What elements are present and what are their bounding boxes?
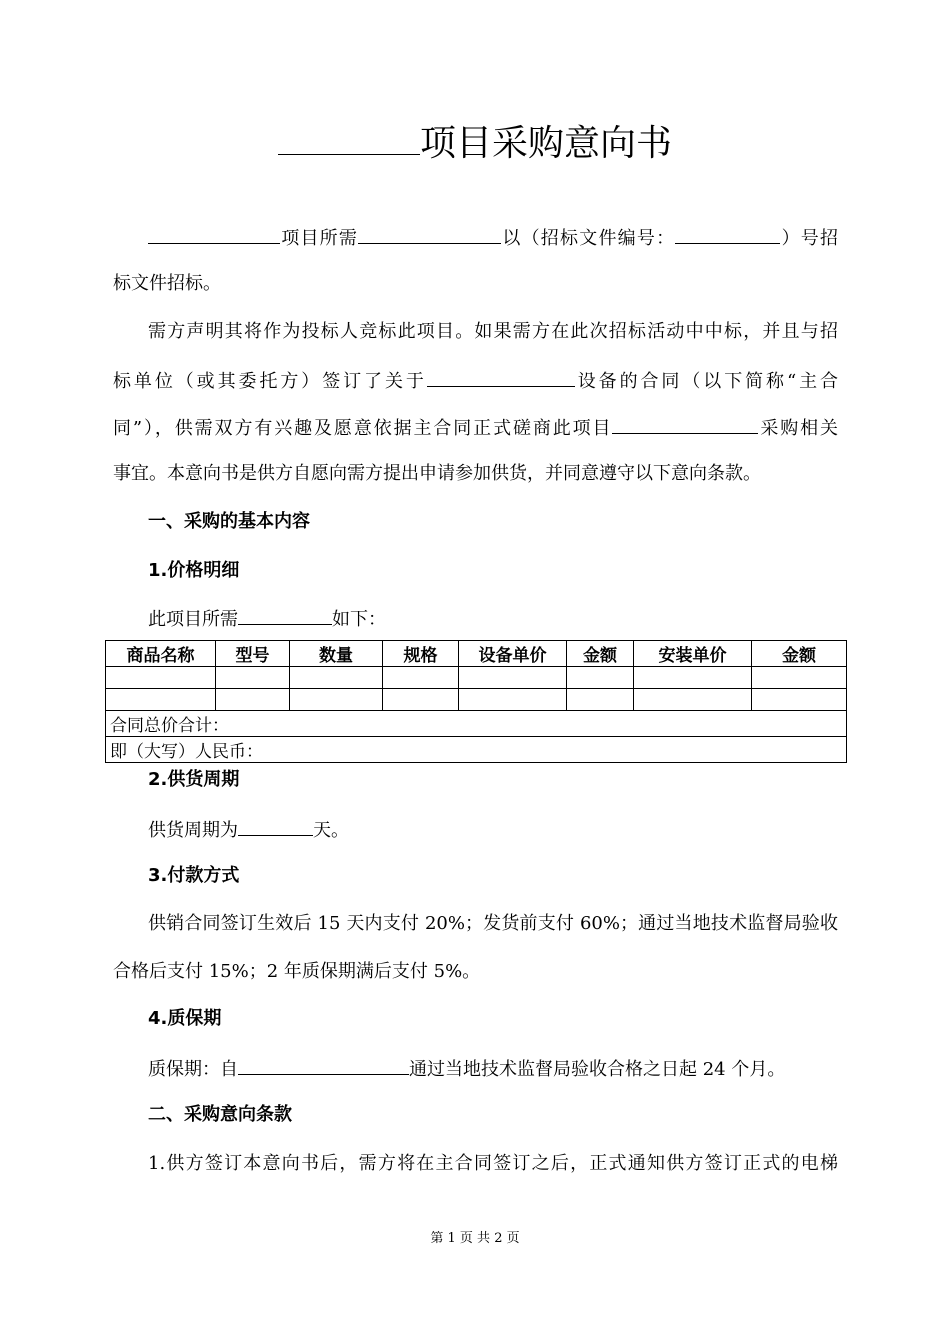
page-footer: 第 1 页 共 2 页 bbox=[430, 1231, 520, 1246]
sub4-text-b: 通过当地技术监督局验收合格之日起 24 个月。 bbox=[409, 1058, 786, 1080]
sub2-text-a: 供货周期为 bbox=[148, 819, 238, 841]
para2-line-1: 需方声明其将作为投标人竞标此项目。如果需方在此次招标活动中中标，并且与招 bbox=[148, 321, 838, 342]
sub1-text-b: 如下： bbox=[332, 608, 386, 630]
sub2-heading: 2.供货周期 bbox=[148, 769, 240, 790]
blank bbox=[675, 224, 780, 244]
table-cell[interactable] bbox=[106, 689, 216, 711]
sub3-line-1: 供销合同签订生效后 15 天内支付 20%；发货前支付 60%；通过当地技术监督局验收 bbox=[148, 913, 838, 934]
intro-line-2: 标文件招标。 bbox=[113, 273, 221, 294]
header-cell: 商品名称 bbox=[106, 641, 216, 667]
header-cell: 数量 bbox=[290, 641, 383, 667]
table-cell[interactable] bbox=[634, 667, 752, 689]
sub3-heading: 3.付款方式 bbox=[148, 865, 240, 886]
table-cell[interactable] bbox=[383, 667, 459, 689]
table-row bbox=[106, 667, 847, 689]
blank bbox=[238, 1055, 409, 1075]
header-cell: 设备单价 bbox=[459, 641, 567, 667]
para2-text: 同”），供需双方有兴趣及愿意依据主合同正式磋商此项目 bbox=[113, 417, 613, 439]
sub4-text bbox=[148, 1055, 838, 1083]
capital-row bbox=[106, 737, 847, 763]
table-cell[interactable] bbox=[459, 667, 567, 689]
table-cell[interactable] bbox=[216, 689, 290, 711]
table-cell[interactable] bbox=[752, 667, 847, 689]
sub2-text-b: 天。 bbox=[313, 819, 349, 841]
table-cell[interactable] bbox=[383, 689, 459, 711]
header-cell: 金额 bbox=[752, 641, 847, 667]
table-row bbox=[106, 689, 847, 711]
total-label: 合同总价合计： bbox=[106, 711, 847, 737]
section2-line-1: 1.供方签订本意向书后，需方将在主合同签订之后，正式通知供方签订正式的电梯 bbox=[148, 1153, 838, 1174]
blank bbox=[238, 605, 332, 625]
header-cell: 型号 bbox=[216, 641, 290, 667]
blank bbox=[427, 367, 575, 387]
intro-line-1 bbox=[148, 224, 838, 252]
section2-heading: 二、采购意向条款 bbox=[148, 1104, 292, 1125]
blank bbox=[358, 224, 501, 244]
table-cell[interactable] bbox=[290, 667, 383, 689]
para2-text: 设备的合同（以下简称“主合 bbox=[574, 370, 839, 392]
header-cell: 安装单价 bbox=[634, 641, 752, 667]
table-cell[interactable] bbox=[216, 667, 290, 689]
table-header-row bbox=[106, 641, 847, 667]
table-cell[interactable] bbox=[567, 689, 634, 711]
intro-text-a: 项目所需 bbox=[280, 227, 359, 249]
section1-heading: 一、采购的基本内容 bbox=[148, 511, 310, 532]
table-cell[interactable] bbox=[459, 689, 567, 711]
header-cell: 规格 bbox=[383, 641, 459, 667]
title-blank bbox=[278, 116, 420, 155]
sub3-line-2: 合格后支付 15%；2 年质保期满后支付 5%。 bbox=[113, 961, 481, 982]
table-cell[interactable] bbox=[290, 689, 383, 711]
sub4-heading: 4.质保期 bbox=[148, 1008, 222, 1029]
total-row bbox=[106, 711, 847, 737]
table-cell[interactable] bbox=[634, 689, 752, 711]
sub2-text bbox=[148, 816, 838, 844]
para2-line-4: 事宜。本意向书是供方自愿向需方提出申请参加供货，并同意遵守以下意向条款。 bbox=[113, 463, 761, 484]
sub1-heading: 1.价格明细 bbox=[148, 560, 240, 581]
blank bbox=[612, 414, 758, 434]
intro-text-b: 以（招标文件编号： bbox=[501, 227, 676, 249]
table-cell[interactable] bbox=[106, 667, 216, 689]
para2-line-2 bbox=[113, 367, 838, 395]
para2-line-3 bbox=[113, 414, 838, 442]
capital-label: 即（大写）人民币： bbox=[106, 737, 847, 763]
para2-text: 标单位（或其委托方）签订了关于 bbox=[113, 370, 427, 392]
title-text: 项目采购意向书 bbox=[419, 122, 672, 164]
para2-text: 采购相关 bbox=[758, 417, 839, 439]
price-table bbox=[105, 640, 847, 763]
page-title bbox=[0, 116, 950, 168]
blank bbox=[238, 816, 313, 836]
table-cell[interactable] bbox=[752, 689, 847, 711]
sub1-text bbox=[148, 605, 838, 633]
sub4-text-a: 质保期：自 bbox=[148, 1058, 238, 1080]
table-cell[interactable] bbox=[567, 667, 634, 689]
blank bbox=[148, 224, 280, 244]
sub1-text-a: 此项目所需 bbox=[148, 608, 238, 630]
header-cell: 金额 bbox=[567, 641, 634, 667]
intro-text-c: ）号招 bbox=[780, 227, 839, 249]
